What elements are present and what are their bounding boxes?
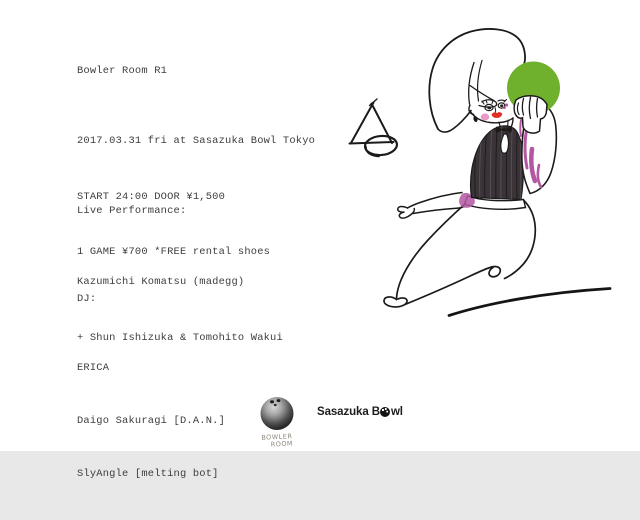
dj-act: SlyAngle [melting bot]: [77, 468, 219, 481]
blush: [481, 113, 489, 120]
dj-act: ERICA: [77, 361, 110, 374]
live-act: + Shun Ishizuka & Tomohito Wakui: [77, 331, 283, 344]
event-game-price-line: 1 GAME ¥700 *FREE rental shoes: [77, 246, 271, 258]
live-performance-heading: Live Performance:: [77, 205, 187, 217]
bowler-room-logo-text-2: ROOM: [270, 439, 294, 449]
event-date-line: 2017.03.31 fri at Sasazuka Bowl Tokyo: [77, 135, 316, 147]
earring: [473, 115, 478, 122]
hips: [384, 200, 535, 307]
event-start-door-line: START 24:00 DOOR ¥1,500: [77, 190, 226, 203]
event-title: Bowler Room R1: [77, 65, 168, 77]
pin-doodle-icon: [350, 99, 398, 156]
live-act: Kazumichi Komatsu (madegg): [77, 276, 245, 288]
tank-top: [471, 125, 524, 202]
foot: [384, 297, 407, 307]
face: [469, 100, 513, 130]
sasazuka-logo-prefix: Sasazuka B: [317, 406, 380, 418]
sasazuka-bowl-logo: [317, 404, 403, 420]
keyhole-neckline: [501, 134, 509, 153]
dj-heading: DJ:: [77, 293, 97, 305]
bowler-room-ball-icon: [261, 397, 294, 430]
lane-line: [449, 289, 610, 316]
lips: [492, 112, 503, 118]
sasazuka-logo-suffix: wl: [390, 406, 403, 418]
dj-act: Daigo Sakuragi [D.A.N.]: [77, 414, 226, 427]
bowler-room-logo-text-1: BOWLER: [261, 432, 293, 442]
bowling-ball-o-icon: [380, 407, 390, 417]
bowler-room-logo: [242, 393, 312, 451]
